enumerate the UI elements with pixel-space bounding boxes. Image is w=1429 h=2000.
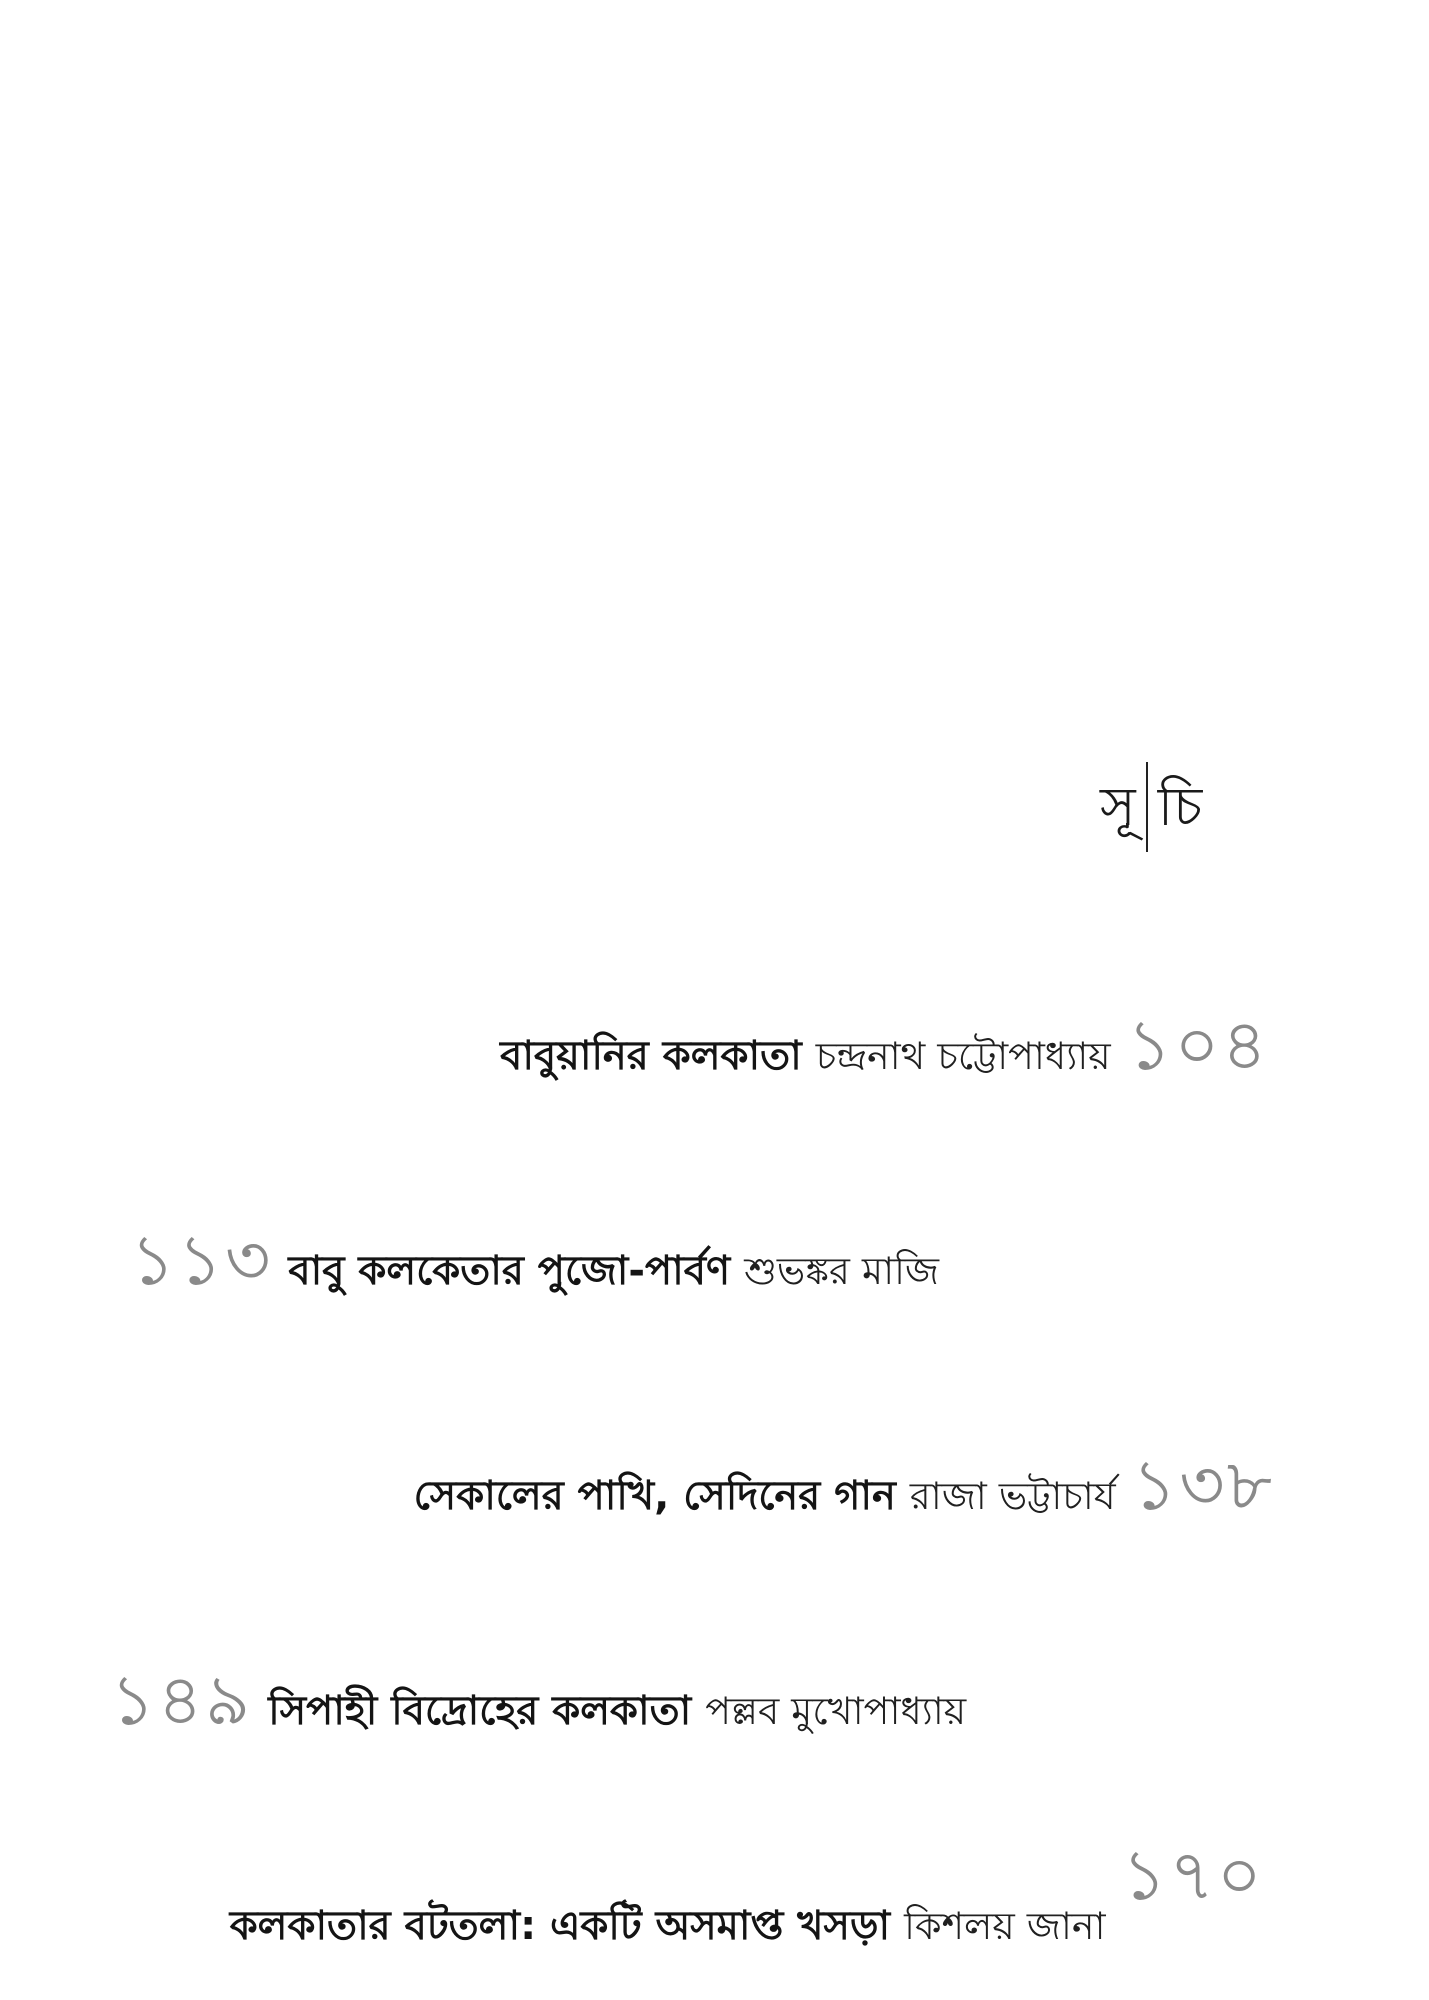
entry-page-number: ১৪৯ [110, 1659, 253, 1741]
heading-part-left: সূ [1100, 775, 1136, 838]
entry-author: পল্লব মুখোপাধ্যায় [705, 1689, 967, 1733]
entry-page-number: ১১৩ [130, 1219, 273, 1301]
toc-entry [413, 1444, 1274, 1531]
entry-page-number: ১৩৮ [1131, 1444, 1274, 1526]
heading-part-right: চি [1157, 775, 1203, 838]
toc-entry [500, 1004, 1269, 1091]
entry-title: বাবু কলকেতার পুজো-পার্বণ [288, 1248, 731, 1294]
heading-divider [1146, 762, 1148, 852]
entry-page-number: ১০৪ [1126, 1004, 1269, 1086]
toc-entry [229, 1834, 1264, 1961]
entry-title: বাবুয়ানির কলকাতা [500, 1033, 802, 1079]
entry-page-number: ১৭০ [1121, 1834, 1264, 1916]
entry-title: কলকাতার বটতলা: একটি অসমাপ্ত খসড়া [229, 1903, 891, 1949]
toc-entry [110, 1659, 967, 1746]
entry-title: সেকালের পাখি, সেদিনের গান [413, 1473, 896, 1519]
entry-title: সিপাহী বিদ্রোহের কলকাতা [268, 1688, 692, 1734]
contents-heading [1100, 762, 1202, 852]
entry-author: রাজা ভট্টাচার্য [909, 1474, 1116, 1518]
entry-author: কিশলয় জানা [904, 1904, 1106, 1948]
toc-entry [130, 1219, 939, 1306]
entry-author: চন্দ্রনাথ চট্টোপাধ্যায় [815, 1034, 1111, 1078]
entry-author: শুভঙ্কর মাজি [744, 1249, 939, 1293]
